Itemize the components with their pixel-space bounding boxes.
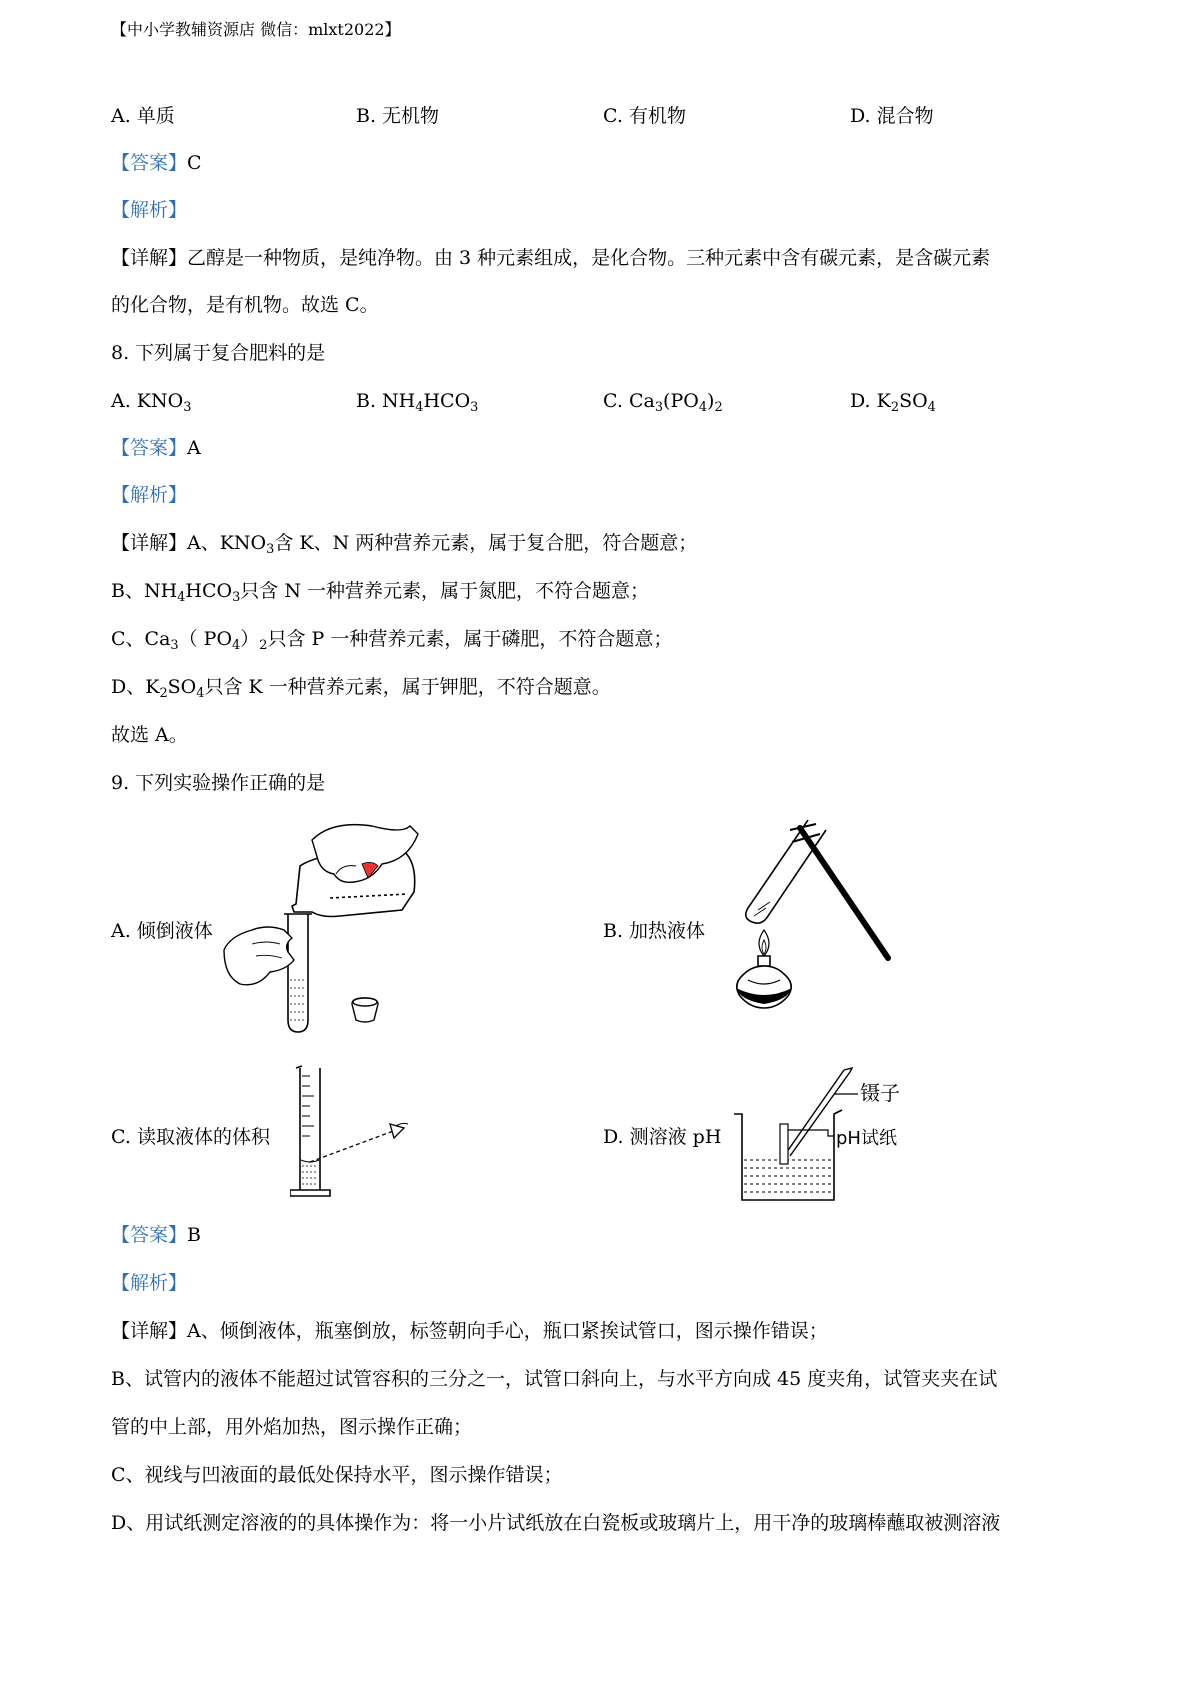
detail-label: 【详解】 bbox=[111, 247, 188, 269]
label-tweezers: 镊子 bbox=[860, 1081, 900, 1105]
q7-option-b: B. 无机物 bbox=[356, 105, 440, 127]
q9-detail-line-4: C、视线与凹液面的最低处保持水平，图示操作错误； bbox=[111, 1464, 563, 1486]
q9-detail-line-5: D、用试纸测定溶液的的具体操作为：将一小片试纸放在白瓷板或玻璃片上，用干净的玻璃棒蘸取被测溶液 bbox=[111, 1512, 1001, 1534]
q8-conclusion: 故选 A。 bbox=[111, 724, 188, 746]
q9-option-c-label: C. 读取液体的体积 bbox=[111, 1126, 270, 1148]
q9-detail-line-3: 管的中上部，用外焰加热，图示操作正确； bbox=[111, 1416, 473, 1438]
q8-answer bbox=[111, 435, 201, 461]
answer-label: 【答案】 bbox=[111, 1224, 188, 1246]
q8-analysis-label: 【解析】 bbox=[111, 484, 188, 506]
answer-label: 【答案】 bbox=[111, 152, 188, 174]
q9-option-a-label: A. 倾倒液体 bbox=[111, 920, 213, 942]
q8-option-c: C. $Ca_3(PO_4)_2$ bbox=[603, 390, 723, 415]
q8-detail-line-4: D、$K_2SO_4$只含 K 一种营养元素，属于钾肥，不符合题意。 bbox=[111, 676, 611, 701]
q7-option-c: C. 有机物 bbox=[603, 105, 686, 127]
q9-detail-line-2: B、试管内的液体不能超过试管容积的三分之一，试管口斜向上，与水平方向成 45 度夹角，试管夹夹在试 bbox=[111, 1368, 998, 1390]
q9-answer bbox=[111, 1222, 201, 1248]
answer-value: B bbox=[187, 1224, 201, 1246]
answer-value: C bbox=[187, 152, 202, 174]
figure-heating-liquid bbox=[718, 820, 898, 1016]
figure-measuring-ph bbox=[728, 1064, 928, 1204]
q8-option-a: A. $KNO_3$ bbox=[111, 390, 192, 415]
answer-label: 【答案】 bbox=[111, 437, 188, 459]
q7-detail-line-1: 【详解】乙醇是一种物质，是纯净物。由 3 种元素组成，是化合物。三种元素中含有碳元素，是含碳元素 bbox=[111, 247, 991, 269]
figure-pouring-liquid bbox=[222, 820, 422, 1042]
q8-option-d: D. $K_2SO_4$ bbox=[850, 390, 936, 415]
q8-detail-line-2: B、$NH_4HCO_3$只含 N 一种营养元素，属于氮肥，不符合题意； bbox=[111, 580, 650, 605]
q8-stem: 8. 下列属于复合肥料的是 bbox=[111, 342, 326, 364]
figure-reading-volume bbox=[290, 1064, 420, 1202]
q7-option-a: A. 单质 bbox=[111, 105, 175, 127]
q7-option-d: D. 混合物 bbox=[850, 105, 934, 127]
answer-value: A bbox=[187, 437, 201, 459]
label-ph-paper: pH试纸 bbox=[836, 1128, 897, 1149]
q7-analysis-label: 【解析】 bbox=[111, 199, 188, 221]
q7-detail-line-2: 的化合物，是有机物。故选 C。 bbox=[111, 294, 379, 316]
q8-option-b: B. $NH_4HCO_3$ bbox=[356, 390, 479, 415]
q8-detail-line-1: 【详解】A、$KNO_3$含 K、N 两种营养元素，属于复合肥，符合题意； bbox=[111, 532, 698, 557]
q9-stem: 9. 下列实验操作正确的是 bbox=[111, 772, 326, 794]
q9-analysis-label: 【解析】 bbox=[111, 1272, 188, 1294]
q9-option-b-label: B. 加热液体 bbox=[603, 920, 706, 942]
q8-detail-line-3: C、$Ca_3$（ $PO_4)_2$只含 P 一种营养元素，属于磷肥，不符合题意； bbox=[111, 628, 673, 653]
q7-answer bbox=[111, 150, 202, 176]
header-watermark: 【中小学教辅资源店 微信：mlxt2022】 bbox=[111, 20, 401, 39]
q9-option-d-label: D. 测溶液 pH bbox=[603, 1126, 722, 1148]
q9-detail-line-1: 【详解】A、倾倒液体，瓶塞倒放，标签朝向手心，瓶口紧挨试管口，图示操作错误； bbox=[111, 1320, 828, 1342]
